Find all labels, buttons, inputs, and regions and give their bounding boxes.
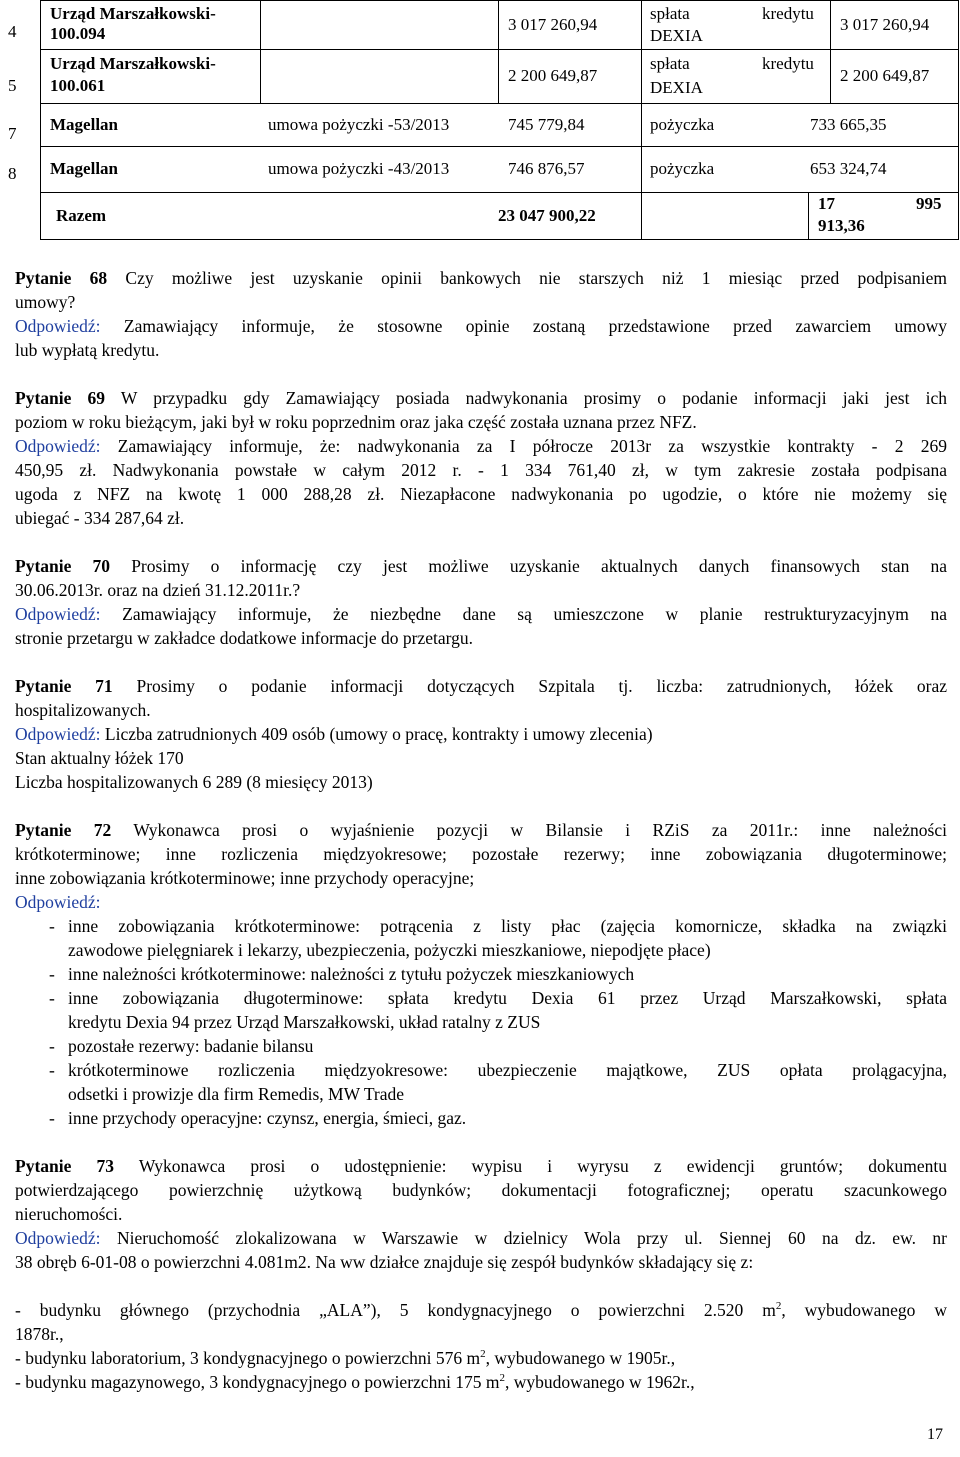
question-68: Pytanie 68 Czy możliwe jest uzyskanie opinii bankowych nie starszych niż 1 miesiąc przed podpisaniem: [15, 268, 947, 288]
loan-type: DEXIA: [650, 78, 703, 97]
loans-table: [0, 0, 960, 240]
loan-type: kredytu: [762, 54, 814, 73]
answer-70: Odpowiedź: Zamawiający informuje, że niezbędne dane są umieszczone w planie restrukturyzacyjnym na: [15, 604, 948, 624]
contract: umowa pożyczki -43/2013: [268, 159, 450, 178]
answer-72-label: Odpowiedź:: [15, 892, 101, 912]
question-70-cont: 30.06.2013r. oraz na dzień 31.12.2011r.?: [15, 580, 301, 600]
remaining-amount: 3 017 260,94: [840, 15, 930, 34]
question-72-cont: krótkoterminowe; inne rozliczenia międzyokresowe; pozostałe rezerwy; inne zobowiązania długoterminowe;: [15, 844, 947, 864]
answer-69-cont: ugoda z NFZ na kwotę 1 000 288,28 zł. Niezapłacone nadwykonania po ugodzie, o które nie możemy się: [15, 484, 947, 504]
answer-69-cont: ubiegać - 334 287,64 zł.: [15, 508, 185, 528]
amount: 2 200 649,87: [508, 66, 598, 85]
amount: 3 017 260,94: [508, 15, 598, 34]
question-68-cont: umowy?: [15, 292, 76, 312]
lender-name: Urząd Marszałkowski-: [50, 54, 216, 73]
answer-70-cont: stronie przetargu w zakładce dodatkowe informacje do przetargu.: [15, 628, 474, 648]
list-item: - pozostałe rezerwy: badanie bilansu: [49, 1036, 314, 1056]
list-item: - inne przychody operacyjne: czynsz, energia, śmieci, gaz.: [49, 1108, 467, 1128]
remaining-amount: 733 665,35: [810, 115, 887, 134]
loan-type: pożyczka: [650, 159, 715, 178]
building-1-cont: 1878r.,: [15, 1324, 64, 1344]
amount: 745 779,84: [508, 115, 585, 134]
total-remaining: 913,36: [818, 216, 865, 235]
list-item: - inne zobowiązania krótkoterminowe: potrącenia z listy płac (zajęcia komornicze, składka na związki zawodowe pielęgniarek i lekarzy, ubezpieczenia, pożyczki mieszkaniowe, niepodjęte płace): [49, 916, 947, 960]
loan-type: spłata: [650, 54, 690, 73]
row-number: 7: [8, 124, 17, 143]
lender-name: Magellan: [50, 159, 118, 178]
answer-72-list: [15, 914, 947, 1130]
building-2: - budynku laboratorium, 3 kondygnacyjnego o powierzchni 576 $m^2$, wybudowanego w 1905r.,: [15, 1348, 676, 1368]
total-remaining: 17: [818, 194, 835, 213]
row-number: 5: [8, 76, 17, 95]
answer-73: Odpowiedź: Nieruchomość zlokalizowana w Warszawie w dzielnicy Wola przy ul. Siennej 60 na dz. ew. nr: [15, 1228, 947, 1248]
amount: 746 876,57: [508, 159, 585, 178]
question-73-cont: potwierdzającego powierzchnię użytkową budynków; dokumentacji fotograficznej; operatu szacunkowego: [15, 1180, 947, 1200]
answer-69: Odpowiedź: Zamawiający informuje, że: nadwykonania za I półrocze 2013r za wszystkie kontrakty - 2 269: [15, 436, 947, 456]
lender-name: Magellan: [50, 115, 118, 134]
loan-type: kredytu: [762, 4, 814, 23]
total-remaining: 995: [916, 194, 942, 213]
list-item: - krótkoterminowe rozliczenia międzyokresowe: ubezpieczenie majątkowe, ZUS opłata prolągacyjna, odsetki i prowizje dla firm Remedis, MW Trade: [49, 1060, 947, 1104]
answer-71-cont: Liczba hospitalizowanych 6 289 (8 miesięcy 2013): [15, 772, 373, 792]
answer-69-cont: 450,95 zł. Nadwykonania powstałe w całym 2012 r. - 1 334 761,40 zł, w tym zakresie została podpisana: [15, 460, 947, 480]
list-item: - inne zobowiązania długoterminowe: spłata kredytu Dexia 61 przez Urząd Marszałkowski, spłata kredytu Dexia 94 przez Urząd Marszałkowski, układ ratalny z ZUS: [49, 988, 947, 1032]
question-71: Pytanie 71 Prosimy o podanie informacji dotyczących Szpitala tj. liczba: zatrudnionych, łóżek oraz: [15, 676, 947, 696]
list-item: - inne należności krótkoterminowe: należności z tytułu pożyczek mieszkaniowych: [49, 964, 635, 984]
contract: umowa pożyczki -53/2013: [268, 115, 450, 134]
answer-71: Odpowiedź: Liczba zatrudnionych 409 osób (umowy o pracę, kontrakty i umowy zlecenia): [15, 724, 653, 744]
building-3: - budynku magazynowego, 3 kondygnacyjnego o powierzchni 175 $m^2$, wybudowanego w 1962r.,: [15, 1372, 695, 1392]
answer-73-cont: 38 obręb 6-01-08 o powierzchni 4.081m2. Na ww działce znajduje się zespół budynków składający się z:: [15, 1252, 754, 1272]
question-70: Pytanie 70 Prosimy o informację czy jest możliwe uzyskanie aktualnych danych finansowych stan na: [15, 556, 947, 576]
total-label: Razem: [56, 206, 107, 225]
total-amount: 23 047 900,22: [498, 206, 596, 225]
remaining-amount: 653 324,74: [810, 159, 887, 178]
answer-71-cont: Stan aktualny łóżek 170: [15, 748, 184, 768]
row-number: 8: [8, 164, 17, 183]
building-1: - budynku głównego (przychodnia „ALA”), 5 kondygnacyjnego o powierzchni 2.520 $m^2$, wybudowanego w: [15, 1300, 947, 1320]
question-73: Pytanie 73 Wykonawca prosi o udostępnienie: wypisu i wyrysu z ewidencji gruntów; dokumentu: [15, 1156, 947, 1176]
lender-name: 100.094: [50, 24, 106, 43]
page-number: 17: [927, 1426, 943, 1443]
qa-section: [15, 266, 947, 1394]
answer-68: Odpowiedź: Zamawiający informuje, że stosowne opinie zostaną przedstawione przed zawarciem umowy: [15, 316, 947, 336]
question-73-cont: nieruchomości.: [15, 1204, 123, 1224]
question-72-cont: inne zobowiązania krótkoterminowe; inne przychody operacyjne;: [15, 868, 475, 888]
lender-name: Urząd Marszałkowski-: [50, 4, 216, 23]
row-number: 4: [8, 22, 17, 41]
loan-type: DEXIA: [650, 26, 703, 45]
question-72: Pytanie 72 Wykonawca prosi o wyjaśnienie pozycji w Bilansie i RZiS za 2011r.: inne należności: [15, 820, 947, 840]
loan-type: spłata: [650, 4, 690, 23]
question-69-cont: poziom w roku bieżącym, jaki był w roku poprzednim oraz jaka część została uznana przez NFZ.: [15, 412, 697, 432]
question-71-cont: hospitalizowanych.: [15, 700, 151, 720]
remaining-amount: 2 200 649,87: [840, 66, 930, 85]
question-69: Pytanie 69 W przypadku gdy Zamawiający posiada nadwykonania prosimy o podanie informacji jaki jest ich: [15, 388, 947, 408]
answer-68-cont: lub wypłatą kredytu.: [15, 340, 160, 360]
loan-type: pożyczka: [650, 115, 715, 134]
lender-name: 100.061: [50, 76, 106, 95]
